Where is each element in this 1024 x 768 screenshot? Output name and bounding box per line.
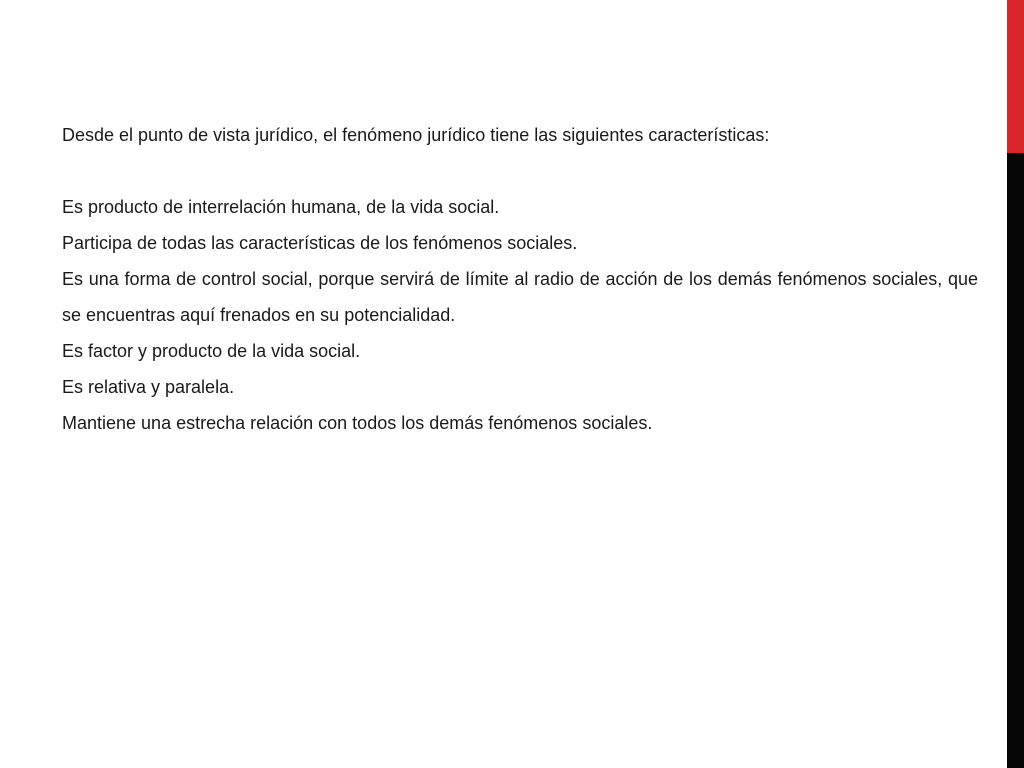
list-item: Es una forma de control social, porque servirá de límite al radio de acción de los demás fenómenos sociales, que se encuentras aquí frenados en su potencialidad. <box>62 269 978 325</box>
characteristics-list <box>62 189 978 441</box>
red-accent-bar <box>1007 0 1024 153</box>
list-item: Participa de todas las características de los fenómenos sociales. <box>62 233 578 253</box>
list-item: Es relativa y paralela. <box>62 377 235 397</box>
slide-body <box>62 117 978 441</box>
intro-text: Desde el punto de vista jurídico, el fenómeno jurídico tiene las siguientes características: <box>62 125 770 145</box>
list-item: Es factor y producto de la vida social. <box>62 341 361 361</box>
black-accent-bar <box>1007 153 1024 768</box>
list-item: Mantiene una estrecha relación con todos los demás fenómenos sociales. <box>62 413 653 433</box>
list-item: Es producto de interrelación humana, de la vida social. <box>62 197 500 217</box>
decorative-edge-bar <box>1007 0 1024 768</box>
